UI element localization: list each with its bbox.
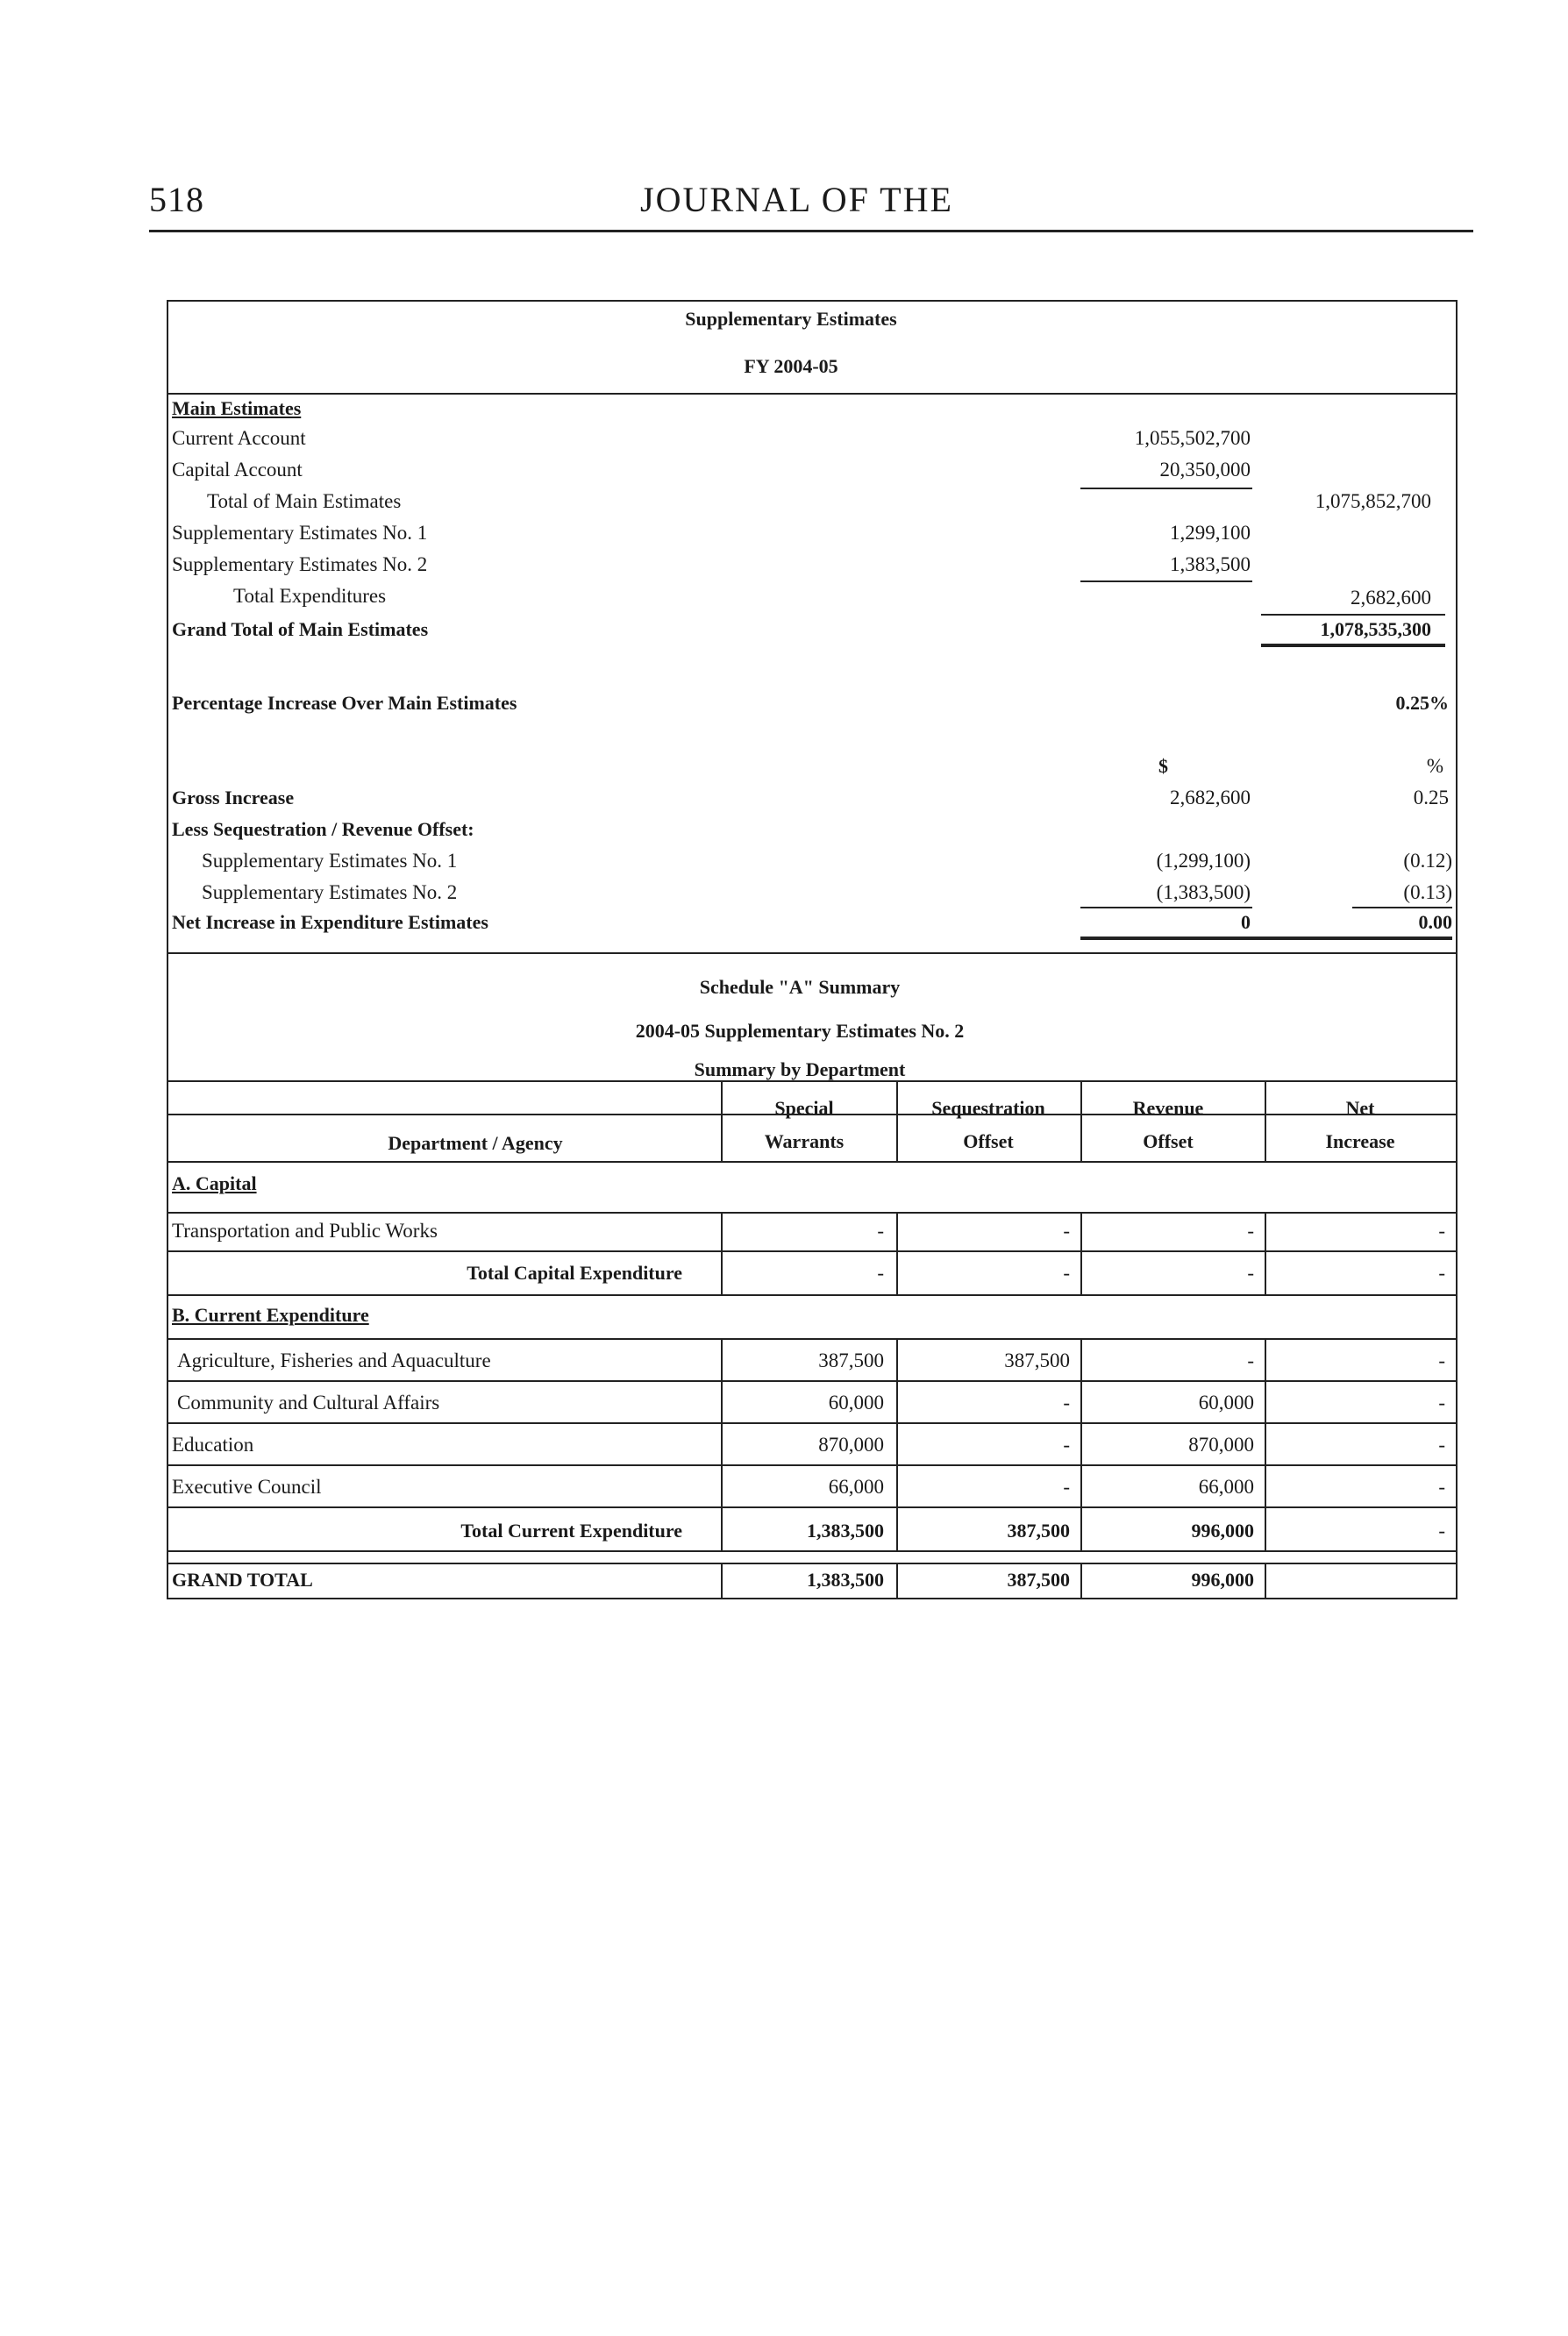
total-expenditures-label: Total Expenditures <box>233 585 387 607</box>
total-capital-seq: - <box>1063 1262 1070 1284</box>
schedule-header-top-line <box>168 1080 1456 1082</box>
current-row-line <box>168 1422 1456 1424</box>
total-capital-bottom-line <box>168 1294 1456 1296</box>
less-supp-2-label: Supplementary Estimates No. 2 <box>202 881 458 903</box>
less-supp-2-percent-underline <box>1352 907 1452 908</box>
current-row-dept: Executive Council <box>172 1476 322 1498</box>
header-special-line1: Special <box>774 1097 834 1119</box>
section-b-divider-4 <box>1265 1338 1266 1550</box>
schedule-grand-total-seq: 387,500 <box>1007 1569 1070 1591</box>
less-supp-1-percent: (0.12) <box>1403 850 1452 872</box>
capital-row-special: - <box>877 1220 884 1242</box>
dollar-column-header: $ <box>1158 755 1168 777</box>
capital-row-net: - <box>1438 1220 1445 1242</box>
total-expenditures-underline <box>1261 614 1445 616</box>
header-sequestration-line1: Sequestration <box>931 1097 1045 1119</box>
total-current-rev: 996,000 <box>1191 1520 1254 1542</box>
current-row-rev: 66,000 <box>1198 1476 1254 1498</box>
total-current-bottom-line <box>168 1550 1456 1552</box>
current-row-special: 870,000 <box>818 1434 884 1456</box>
header-bottom-line <box>168 1161 1456 1163</box>
current-row-seq: - <box>1063 1434 1070 1456</box>
gross-increase-label: Gross Increase <box>172 787 295 808</box>
journal-title: JOURNAL OF THE <box>640 180 953 219</box>
gross-increase-amount: 2,682,600 <box>1170 787 1251 808</box>
header-divider-2 <box>896 1080 898 1161</box>
section-a-divider-2 <box>896 1212 898 1294</box>
section-b-divider-2 <box>896 1338 898 1550</box>
supp-2-underline <box>1080 580 1252 582</box>
current-row-net: - <box>1438 1350 1445 1371</box>
net-increase-amount: 0 <box>1241 911 1251 933</box>
header-net-line2: Increase <box>1325 1130 1395 1152</box>
current-account-label: Current Account <box>172 427 306 449</box>
capital-underline <box>1080 488 1252 489</box>
header-special-line2: Warrants <box>764 1130 845 1152</box>
supp-1-value: 1,299,100 <box>1170 522 1251 544</box>
capital-row-rev: - <box>1247 1220 1254 1242</box>
less-supp-2-amount: (1,383,500) <box>1156 881 1251 903</box>
title-divider <box>168 393 1456 395</box>
header-sequestration-line2: Offset <box>963 1130 1014 1152</box>
page-number: 518 <box>149 180 204 219</box>
main-estimates-heading: Main Estimates <box>172 397 302 419</box>
current-row-line <box>168 1464 1456 1466</box>
header-revenue-line1: Revenue <box>1132 1097 1204 1119</box>
capital-row-bottom-line <box>168 1250 1456 1252</box>
total-main-label: Total of Main Estimates <box>207 490 402 512</box>
current-row-special: 387,500 <box>818 1350 884 1371</box>
total-current-special: 1,383,500 <box>807 1520 884 1542</box>
grand-total-double-underline <box>1261 644 1445 647</box>
header-divider-4 <box>1265 1080 1266 1161</box>
current-row-rev: 60,000 <box>1198 1392 1254 1414</box>
current-row-special: 60,000 <box>828 1392 884 1414</box>
section-a-divider-1 <box>721 1212 723 1294</box>
section-b-divider-3 <box>1080 1338 1082 1550</box>
current-row-net: - <box>1438 1476 1445 1498</box>
total-capital-rev: - <box>1247 1262 1254 1284</box>
header-revenue-line2: Offset <box>1143 1130 1194 1152</box>
gross-increase-percent: 0.25 <box>1413 787 1449 808</box>
current-row-dept: Education <box>172 1434 254 1456</box>
header-mid-line <box>168 1114 1456 1115</box>
capital-account-value: 20,350,000 <box>1159 459 1251 481</box>
total-capital-label: Total Capital Expenditure <box>467 1262 682 1284</box>
section-b-heading: B. Current Expenditure <box>172 1304 369 1326</box>
grand-total-divider-2 <box>896 1563 898 1599</box>
current-row-rev: 870,000 <box>1188 1434 1254 1456</box>
percentage-value: 0.25% <box>1395 692 1449 714</box>
total-capital-special: - <box>877 1262 884 1284</box>
header-divider-1 <box>721 1080 723 1161</box>
total-main-value: 1,075,852,700 <box>1315 490 1431 512</box>
schedule-subtitle: 2004-05 Supplementary Estimates No. 2 <box>635 1020 965 1042</box>
current-row-special: 66,000 <box>828 1476 884 1498</box>
grand-total-divider-4 <box>1265 1563 1266 1599</box>
percentage-label: Percentage Increase Over Main Estimates <box>172 692 517 714</box>
less-sequestration-heading: Less Sequestration / Revenue Offset: <box>172 818 474 840</box>
total-expenditures-value: 2,682,600 <box>1351 587 1431 609</box>
section-b-top-line <box>168 1338 1456 1340</box>
capital-row-seq: - <box>1063 1220 1070 1242</box>
supp-2-value: 1,383,500 <box>1170 553 1251 575</box>
grand-total-top-line <box>168 1563 1456 1564</box>
current-row-line <box>168 1506 1456 1508</box>
schedule-divider <box>168 952 1456 954</box>
less-supp-1-amount: (1,299,100) <box>1156 850 1251 872</box>
section-a-top-line <box>168 1212 1456 1214</box>
total-capital-net: - <box>1438 1262 1445 1284</box>
current-row-rev: - <box>1247 1350 1254 1371</box>
less-supp-1-label: Supplementary Estimates No. 1 <box>202 850 458 872</box>
grand-total-label: Grand Total of Main Estimates <box>172 618 429 640</box>
current-row-net: - <box>1438 1434 1445 1456</box>
section-b-divider-1 <box>721 1338 723 1550</box>
supp-2-label: Supplementary Estimates No. 2 <box>172 553 428 575</box>
fiscal-year: FY 2004-05 <box>744 355 838 377</box>
current-row-seq: 387,500 <box>1004 1350 1070 1371</box>
supp-1-label: Supplementary Estimates No. 1 <box>172 522 428 544</box>
current-row-net: - <box>1438 1392 1445 1414</box>
total-current-net: - <box>1438 1520 1445 1542</box>
net-increase-double-underline <box>1080 937 1452 940</box>
header-net-line1: Net <box>1345 1097 1375 1119</box>
capital-row-dept: Transportation and Public Works <box>172 1220 438 1242</box>
section-a-heading: A. Capital <box>172 1172 257 1194</box>
current-row-seq: - <box>1063 1476 1070 1498</box>
page-header <box>149 175 1473 232</box>
schedule-grand-total-rev: 996,000 <box>1191 1569 1254 1591</box>
less-supp-2-percent: (0.13) <box>1403 881 1452 903</box>
percent-column-header: % <box>1426 755 1443 777</box>
current-row-line <box>168 1380 1456 1382</box>
grand-total-divider-3 <box>1080 1563 1082 1599</box>
total-current-seq: 387,500 <box>1007 1520 1070 1542</box>
supplementary-estimates-frame <box>167 300 1458 1599</box>
section-a-divider-3 <box>1080 1212 1082 1294</box>
capital-account-label: Capital Account <box>172 459 303 481</box>
net-increase-percent: 0.00 <box>1418 911 1452 933</box>
schedule-summary-by-department: Summary by Department <box>694 1058 906 1080</box>
net-increase-label: Net Increase in Expenditure Estimates <box>172 911 488 933</box>
grand-total-value: 1,078,535,300 <box>1320 618 1431 640</box>
supplementary-title: Supplementary Estimates <box>685 308 897 330</box>
current-row-dept: Community and Cultural Affairs <box>177 1392 440 1414</box>
grand-total-divider-1 <box>721 1563 723 1599</box>
total-current-label: Total Current Expenditure <box>460 1520 682 1542</box>
less-supp-2-amount-underline <box>1080 907 1252 908</box>
schedule-grand-total-special: 1,383,500 <box>807 1569 884 1591</box>
header-divider-3 <box>1080 1080 1082 1161</box>
schedule-title: Schedule "A" Summary <box>699 976 901 998</box>
current-row-seq: - <box>1063 1392 1070 1414</box>
schedule-grand-total-label: GRAND TOTAL <box>172 1569 313 1591</box>
header-department: Department / Agency <box>388 1132 563 1154</box>
section-a-divider-4 <box>1265 1212 1266 1294</box>
current-row-dept: Agriculture, Fisheries and Aquaculture <box>177 1350 491 1371</box>
current-account-value: 1,055,502,700 <box>1134 427 1251 449</box>
